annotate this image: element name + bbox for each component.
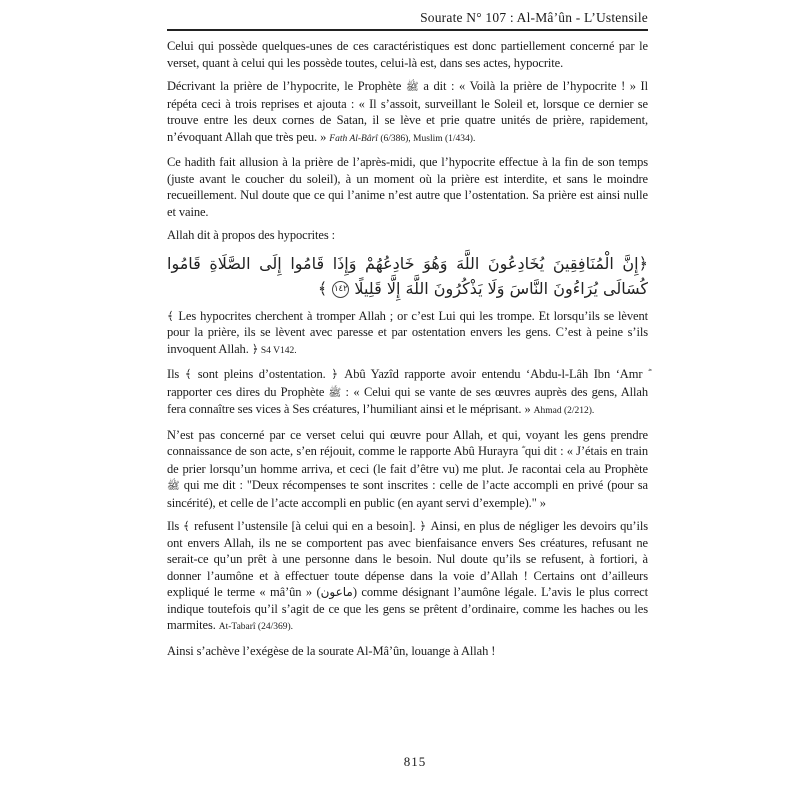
text-run: Décrivant la prière de l’hypocrite, le Prophète (167, 79, 406, 93)
paragraph (167, 308, 648, 360)
page-number: 815 (403, 754, 427, 769)
text-run: Ainsi s’achève l’exégèse de la sourate Al-Mâ’ûn, louange à Allah ! (167, 643, 496, 658)
text-run: Abû Yazîd rapporte avoir entendu ‘Abdu-l-Lâh Ibn ‘Amr (344, 367, 648, 381)
text-run: rapporter ces dires du Prophète (167, 384, 329, 399)
prophet-honorific-icon: ﷺ (328, 386, 342, 399)
text-run: a dit : « Voilà la prière de l’hypocrite ! » Il répéta ceci à trois reprises et ajouta : « Il s’assoit, surveillant le Soleil et, lorsque ce dernier se trouve entre les deux cornes de Satan, il se lève et prie quatre unités de prière, rapidement, n’évoquant Allah que très peu. » (167, 79, 648, 144)
paragraph (167, 78, 648, 147)
text-run: Ils (167, 367, 185, 381)
text-run: Celui qui possède quelques-unes de ces caractéristiques est donc partiellement concerné par le verset, quant à celui qui les possède toutes, celui-là est, dans ses actes, hypocrite. (167, 39, 648, 70)
ornate-bracket-icon: ﴾ (184, 367, 198, 381)
page-content (167, 10, 648, 666)
source-reference: At-Tabarî (24/369). (218, 622, 294, 632)
paragraph (167, 518, 648, 636)
ornate-bracket-icon: ﴾ (167, 308, 179, 323)
text-run: Ils (167, 519, 183, 533)
text-run: ) comme désignant l’aumône légale. L’avis le plus correct indique toutefois qu’il s’agit de ce que les gens se prêtent d’ordinaire, comme les haches ou les marmites. (167, 585, 648, 632)
prophet-honorific-icon: ﷺ (167, 480, 180, 492)
ornate-bracket-icon: ﴿ (251, 341, 259, 356)
paragraph (167, 366, 648, 420)
ornate-bracket-icon: ﴿ (331, 367, 345, 381)
text-run: qui me dit : "Deux récompenses te sont inscrites : celle de l’acte accompli en privé (pour sa sincérité), et celle de l’acte accompli en public (en ayant servi d’exemple)." » (167, 478, 648, 510)
text-run: qui dit : « J’étais en train de prier lorsqu’un homme arriva, et ceci (le fait d’être vu) me plut. Je racontai cela au Prophète (167, 444, 649, 476)
source-reference: S4 V142. (258, 345, 297, 356)
ornate-bracket-icon: ﴾ (183, 519, 195, 533)
text-run: refusent l’ustensile [à celui qui en a besoin]. (194, 519, 420, 533)
ornate-bracket-icon: ﴿ (419, 519, 431, 533)
text-run: N’est pas concerné par ce verset celui qui œuvre pour Allah, et qui, voyant les gens prendre connaissance de son acte, s’en réjouit, comme le rapporte Abû Hurayra (167, 427, 648, 458)
arabic-verse-text: ﴿إِنَّ الْمُنَافِقِينَ يُخَادِعُونَ اللَّهَ وَهُوَ خَادِعُهُمْ وَإِذَا قَامُوا إِلَى الصَّلَاةِ قَامُوا كُسَالَى يُرَاءُونَ النَّاسَ وَلَا يَذْكُرُونَ اللَّهَ إِلَّا قَلِيلًا (167, 253, 648, 298)
verse-number-badge: ١٤٢ (332, 281, 349, 298)
text-run: : « Celui qui se vante de ses œuvres auprès des gens, Allah fera connaître ses vices à Ses créatures, l’humiliant ainsi et le méprisant. » (167, 384, 648, 416)
paragraph (167, 427, 648, 512)
paragraph (167, 227, 648, 244)
body-text (167, 38, 648, 659)
arabic-verse-text: ﴾ (317, 278, 333, 298)
quran-verse-arabic (167, 251, 648, 301)
chapter-title: Sourate N° 107 : Al-Mâ’ûn - L’Ustensile (420, 10, 648, 25)
page-header (167, 10, 648, 31)
text-run: Les hypocrites cherchent à tromper Allah ; or c’est Lui qui les trompe. Et lorsqu’ils se lèvent pour la prière, ils se lèvent avec paresse et par ostentation envers les gens. C’est à peine s’ils invoquent Allah. (167, 308, 648, 356)
text-run: sont pleins d’ostentation. (197, 367, 332, 381)
text-run: Ainsi, en plus de négliger les devoirs qu’ils ont envers Allah, ils ne se comportent pas avec bienfaisance envers Ses créatures, refusant ne serait-ce qu’un prêt à une personne dans le besoin. Nul doute qu’ils se refusent, à fortiori, à donner l’aumône et à effectuer toute dépense dans la voie d’Allah ! Certains ont d’ailleurs expliqué le terme « mâ’ûn » ( (167, 519, 648, 599)
prophet-honorific-icon: ﷺ (405, 81, 419, 93)
paragraph (167, 38, 648, 71)
arabic-inline-word: ماعون (320, 585, 353, 599)
source-reference: (6/386), Muslim (1/434). (377, 133, 476, 144)
text-run: Allah dit à propos des hypocrites : (167, 228, 335, 242)
paragraph (167, 643, 648, 660)
source-reference: Ahmad (2/212). (533, 406, 595, 416)
paragraph (167, 154, 648, 220)
source-reference: Fath Al-Bârî (329, 133, 378, 144)
text-run: Ce hadith fait allusion à la prière de l’après-midi, que l’hypocrite effectue à la fin de son temps (juste avant le coucher du soleil), à un moment où la prière est interdite, et sans le moindre recueillement. Nul doute que ce qui l’anime n’est autre que l’ostentation. Sa prière est ainsi nulle et vaine. (167, 155, 648, 219)
